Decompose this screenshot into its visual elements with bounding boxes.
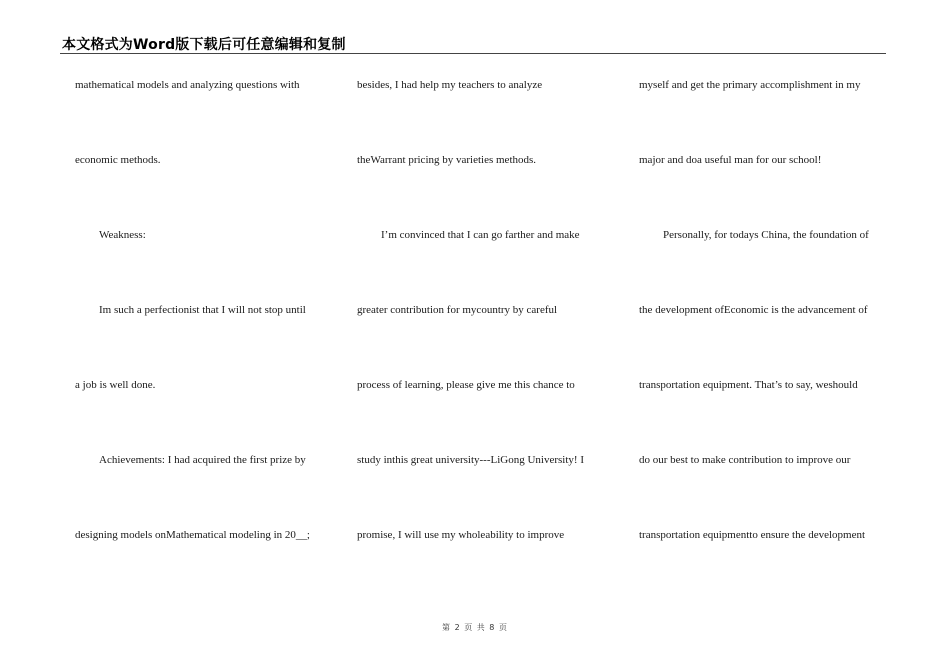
text-line: do our best to make contribution to improve our — [639, 454, 851, 466]
page-number-footer: 第 2 页 共 8 页 — [442, 623, 508, 632]
text-line: besides, I had help my teachers to analyze — [357, 79, 543, 91]
text-line: Personally, for todays China, the foundation of — [663, 229, 869, 241]
text-line: Weakness: — [99, 229, 146, 241]
text-line: a job is well done. — [75, 379, 156, 391]
text-line: the development ofEconomic is the advancement of — [639, 304, 868, 316]
text-line: study inthis great university---LiGong University! I — [357, 454, 584, 466]
text-line: theWarrant pricing by varieties methods. — [357, 154, 537, 166]
text-line: promise, I will use my wholeability to improve — [357, 529, 565, 541]
document-header-title: 本文格式为Word版下载后可任意编辑和复制 — [62, 37, 346, 53]
text-line: Achievements: I had acquired the first prize by — [99, 454, 306, 466]
header-divider — [60, 53, 886, 54]
text-line: process of learning, please give me this chance to — [357, 379, 575, 391]
text-line: economic methods. — [75, 154, 161, 166]
text-line: I’m convinced that I can go farther and make — [381, 229, 580, 241]
text-line: transportation equipment. That’s to say, weshould — [639, 379, 858, 391]
text-line: greater contribution for mycountry by careful — [357, 304, 558, 316]
text-line: mathematical models and analyzing questions with — [75, 79, 300, 91]
text-line: Im such a perfectionist that I will not stop until — [99, 304, 306, 316]
text-line: designing models onMathematical modeling in 20__; — [75, 529, 310, 541]
text-line: major and doa useful man for our school! — [639, 154, 822, 166]
text-line: transportation equipmentto ensure the development — [639, 529, 866, 541]
text-line: myself and get the primary accomplishment in my — [639, 79, 861, 91]
